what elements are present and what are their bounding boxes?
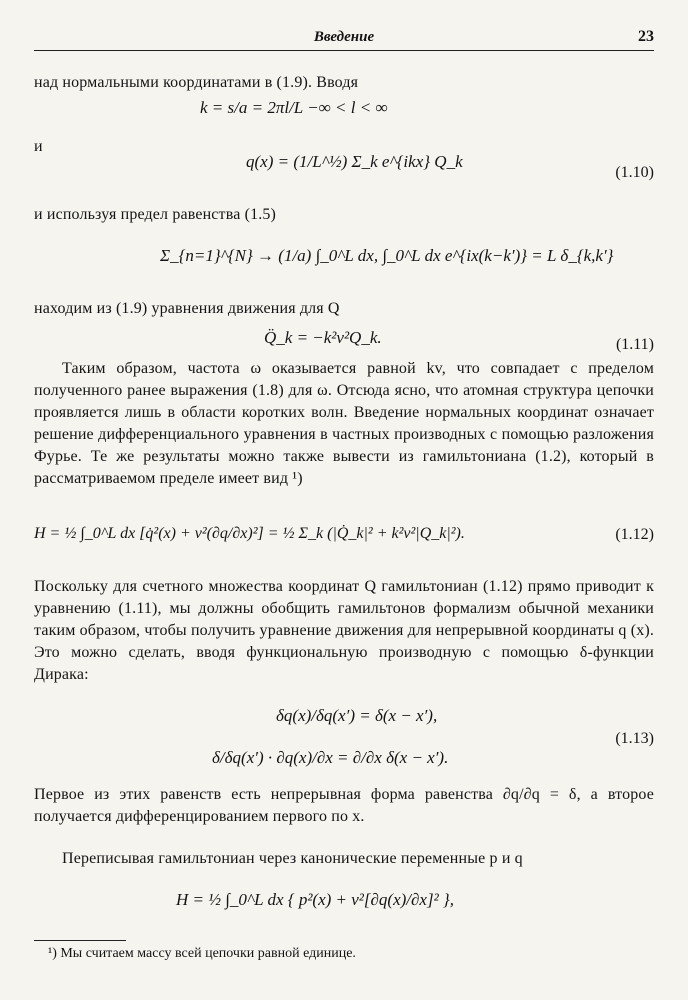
eq-number-1-11: (1.11) [615,336,654,353]
paragraph-3: и используя предел равенства (1.5) [34,206,277,223]
equation-hamiltonian-canonical: H = ½ ∫_0^L dx { p²(x) + v²[∂q(x)/∂x]² }, [176,890,454,909]
footnote: ¹) Мы считаем массу всей цепочки равной единице. [48,946,356,961]
header-title: Введение [313,29,375,45]
running-header [34,28,654,51]
footnote-rule [34,940,126,941]
equation-1-13-first: δq(x)/δq(x′) = δ(x − x′), [276,706,438,725]
equation-1-11: Q̈_k = −k²v²Q_k. [264,328,382,347]
equation-k-definition: k = s/a = 2πl/L −∞ < l < ∞ [200,98,388,117]
eq-number-1-13: (1.13) [615,730,654,747]
paragraph-6: Поскольку для счетного множества координат Q гамильтониан (1.12) прямо приводит к уравнению (1.11), мы должны обобщить гамильтонов формализм обычной механики таким образом, чтобы получить уравнение движения для непрерывной координаты q (x). Это можно сделать, вводя функциональную производную с помощью δ-функции Дирака: [34,578,654,683]
paragraph-7: Первое из этих равенств есть непрерывная форма равенства ∂q/∂q = δ, а второе получается дифференцированием первого по x. [34,786,654,825]
equation-sum-integral-limits: Σ_{n=1}^{N} → (1/a) ∫_0^L dx, ∫_0^L dx e^{ix(k−k′)} = L δ_{k,k′} [160,246,614,265]
page-number: 23 [638,28,654,45]
paragraph-4: находим из (1.9) уравнения движения для Q [34,300,340,317]
equation-1-12: H = ½ ∫_0^L dx [q̇²(x) + v²(∂q/∂x)²] = ½ Σ_k (|Q̇_k|² + k²v²|Q_k|²). [34,525,465,542]
paragraph-8: Переписывая гамильтониан через канонические переменные p и q [62,850,523,867]
paragraph-5: Таким образом, частота ω оказывается равной kv, что совпадает с пределом полученного ранее выражения (1.8) для ω. Отсюда ясно, что атомная структура цепочки проявляется лишь в области коротких волн. Введение нормальных координат означает решение дифференциального уравнения в частных производных с помощью разложения Фурье. Те же результаты можно также вывести из гамильтониана (1.2), который в рассматриваемом пределе имеет вид ¹) [34,360,654,487]
eq-number-1-12: (1.12) [615,526,654,543]
equation-1-13-second: δ/δq(x′) · ∂q(x)/∂x = ∂/∂x δ(x − x′). [212,748,449,767]
paragraph-2: и [34,138,43,155]
eq-number-1-10: (1.10) [615,164,654,181]
paragraph-1: над нормальными координатами в (1.9). Вводя [34,74,359,91]
equation-1-10: q(x) = (1/L^½) Σ_k e^{ikx} Q_k [246,152,463,171]
